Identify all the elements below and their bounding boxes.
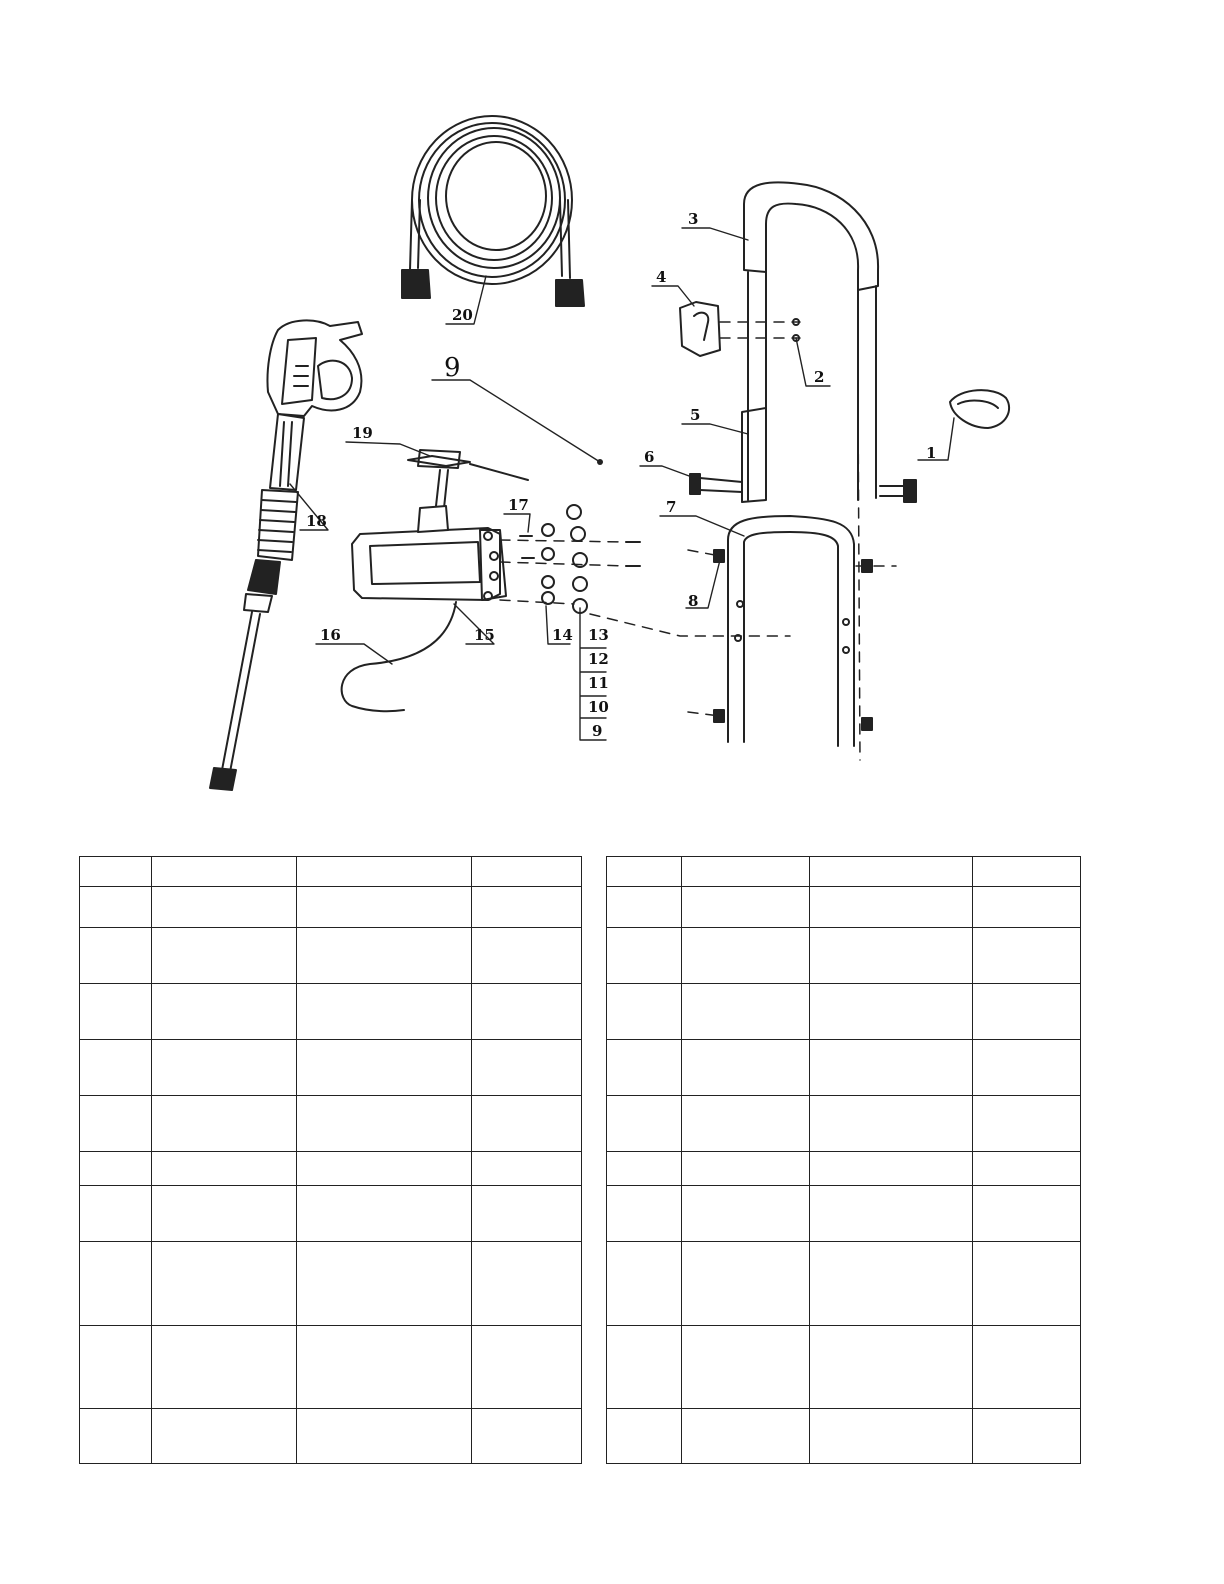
table-cell: [297, 1409, 472, 1464]
table-cell: [152, 1326, 297, 1409]
table-cell: [152, 1242, 297, 1326]
callout-6: 6: [644, 448, 655, 466]
table-cell: [810, 857, 973, 887]
table-row: [80, 1152, 582, 1186]
callout-13: 13: [588, 626, 609, 644]
table-row: [607, 1242, 1081, 1326]
callout-20: 20: [452, 306, 473, 324]
callout-5: 5: [690, 406, 701, 424]
table-cell: [682, 1186, 810, 1242]
table-cell: [152, 1152, 297, 1186]
table-cell: [472, 1242, 582, 1326]
table-row: [80, 928, 582, 984]
table-cell: [152, 1186, 297, 1242]
table-cell: [80, 887, 152, 928]
table-cell: [80, 1040, 152, 1096]
table-cell: [472, 857, 582, 887]
table-row: [607, 1040, 1081, 1096]
callout-8: 8: [688, 592, 699, 610]
hose-hook-part-4: [680, 302, 720, 356]
table-cell: [682, 1409, 810, 1464]
table-row: [607, 1096, 1081, 1152]
callout-14: 14: [552, 626, 573, 644]
table-cell: [973, 1242, 1081, 1326]
callout-7: 7: [666, 498, 677, 516]
table-row: [607, 1152, 1081, 1186]
table-cell: [607, 1186, 682, 1242]
table-cell: [80, 984, 152, 1040]
table-cell: [607, 1040, 682, 1096]
table-cell: [682, 984, 810, 1040]
table-cell: [297, 857, 472, 887]
table-cell: [297, 1152, 472, 1186]
table-cell: [973, 1326, 1081, 1409]
table-row: [80, 1096, 582, 1152]
lower-frame-part-7: [728, 516, 854, 746]
table-cell: [682, 928, 810, 984]
table-cell: [607, 1242, 682, 1326]
table-cell: [472, 1409, 582, 1464]
table-cell: [682, 1326, 810, 1409]
table-cell: [297, 887, 472, 928]
table-header-row: [80, 857, 582, 887]
table-cell: [682, 1096, 810, 1152]
callout-11: 11: [588, 674, 609, 692]
table-cell: [472, 887, 582, 928]
table-cell: [607, 1152, 682, 1186]
callout-15: 15: [474, 626, 495, 644]
callout-16: 16: [320, 626, 341, 644]
table-cell: [152, 1040, 297, 1096]
bolts-part-6: [690, 474, 916, 502]
table-cell: [810, 1409, 973, 1464]
upper-handle-part-3: [744, 182, 878, 500]
callout-9-top: 9: [444, 353, 461, 383]
table-row: [607, 887, 1081, 928]
table-cell: [810, 887, 973, 928]
table-cell: [297, 928, 472, 984]
table-cell: [297, 984, 472, 1040]
table-cell: [810, 984, 973, 1040]
callout-4: 4: [656, 268, 667, 286]
table-cell: [607, 984, 682, 1040]
table-cell: [472, 928, 582, 984]
table-row: [80, 1326, 582, 1409]
table-cell: [810, 1242, 973, 1326]
table-cell: [472, 1152, 582, 1186]
table-row: [80, 1409, 582, 1464]
table-row: [607, 1326, 1081, 1409]
coiled-hose-part-20: [402, 116, 584, 306]
table-cell: [682, 857, 810, 887]
table-cell: [810, 1152, 973, 1186]
callout-18: 18: [306, 512, 327, 530]
callout-17: 17: [508, 496, 529, 514]
table-row: [80, 887, 582, 928]
support-tube-part-5: [742, 408, 766, 502]
table-cell: [607, 1409, 682, 1464]
table-cell: [472, 1186, 582, 1242]
table-cell: [297, 1096, 472, 1152]
suction-tube-part-16: [342, 602, 456, 711]
table-row: [607, 928, 1081, 984]
table-cell: [152, 928, 297, 984]
table-cell: [472, 1326, 582, 1409]
table-cell: [973, 928, 1081, 984]
table-cell: [152, 857, 297, 887]
table-cell: [973, 1040, 1081, 1096]
table-cell: [80, 1152, 152, 1186]
table-cell: [810, 1096, 973, 1152]
parts-table-left: [79, 856, 582, 1464]
table-cell: [810, 1186, 973, 1242]
table-cell: [973, 1186, 1081, 1242]
callout-10: 10: [588, 698, 609, 716]
callout-19: 19: [352, 424, 373, 442]
table-cell: [472, 1096, 582, 1152]
table-cell: [973, 1409, 1081, 1464]
table-cell: [297, 1040, 472, 1096]
cord-clip-part-1: [950, 390, 1009, 428]
table-cell: [297, 1326, 472, 1409]
table-cell: [80, 857, 152, 887]
table-cell: [973, 1096, 1081, 1152]
table-cell: [607, 887, 682, 928]
table-cell: [152, 887, 297, 928]
table-row: [607, 1186, 1081, 1242]
table-cell: [297, 1242, 472, 1326]
table-cell: [607, 857, 682, 887]
spray-gun-wand-part-18: [210, 320, 362, 790]
table-cell: [810, 1040, 973, 1096]
table-cell: [682, 887, 810, 928]
table-cell: [810, 928, 973, 984]
table-cell: [973, 887, 1081, 928]
callout-3: 3: [688, 210, 699, 228]
parts-table-right: [606, 856, 1081, 1464]
detergent-tank-part-15: [352, 506, 506, 600]
table-row: [80, 1186, 582, 1242]
table-cell: [80, 1096, 152, 1152]
table-cell: [682, 1242, 810, 1326]
table-cell: [152, 1096, 297, 1152]
table-row: [80, 1040, 582, 1096]
table-cell: [472, 984, 582, 1040]
table-cell: [682, 1040, 810, 1096]
table-cell: [973, 857, 1081, 887]
table-cell: [80, 1409, 152, 1464]
table-cell: [152, 1409, 297, 1464]
table-cell: [80, 1326, 152, 1409]
fittings-group-parts-9-to-14: [520, 505, 640, 613]
table-cell: [80, 1186, 152, 1242]
table-cell: [973, 1152, 1081, 1186]
table-row: [607, 1409, 1081, 1464]
table-cell: [682, 1152, 810, 1186]
table-cell: [810, 1326, 973, 1409]
callout-12: 12: [588, 650, 609, 668]
table-row: [80, 984, 582, 1040]
table-cell: [607, 1326, 682, 1409]
table-row: [80, 1242, 582, 1326]
callout-2: 2: [814, 368, 825, 386]
table-cell: [973, 984, 1081, 1040]
table-cell: [297, 1186, 472, 1242]
table-cell: [607, 928, 682, 984]
table-cell: [152, 984, 297, 1040]
table-cell: [80, 1242, 152, 1326]
table-cell: [607, 1096, 682, 1152]
table-cell: [472, 1040, 582, 1096]
callout-9-stack: 9: [592, 722, 603, 740]
table-cell: [80, 928, 152, 984]
callout-1: 1: [926, 444, 937, 462]
table-header-row: [607, 857, 1081, 887]
table-row: [607, 984, 1081, 1040]
